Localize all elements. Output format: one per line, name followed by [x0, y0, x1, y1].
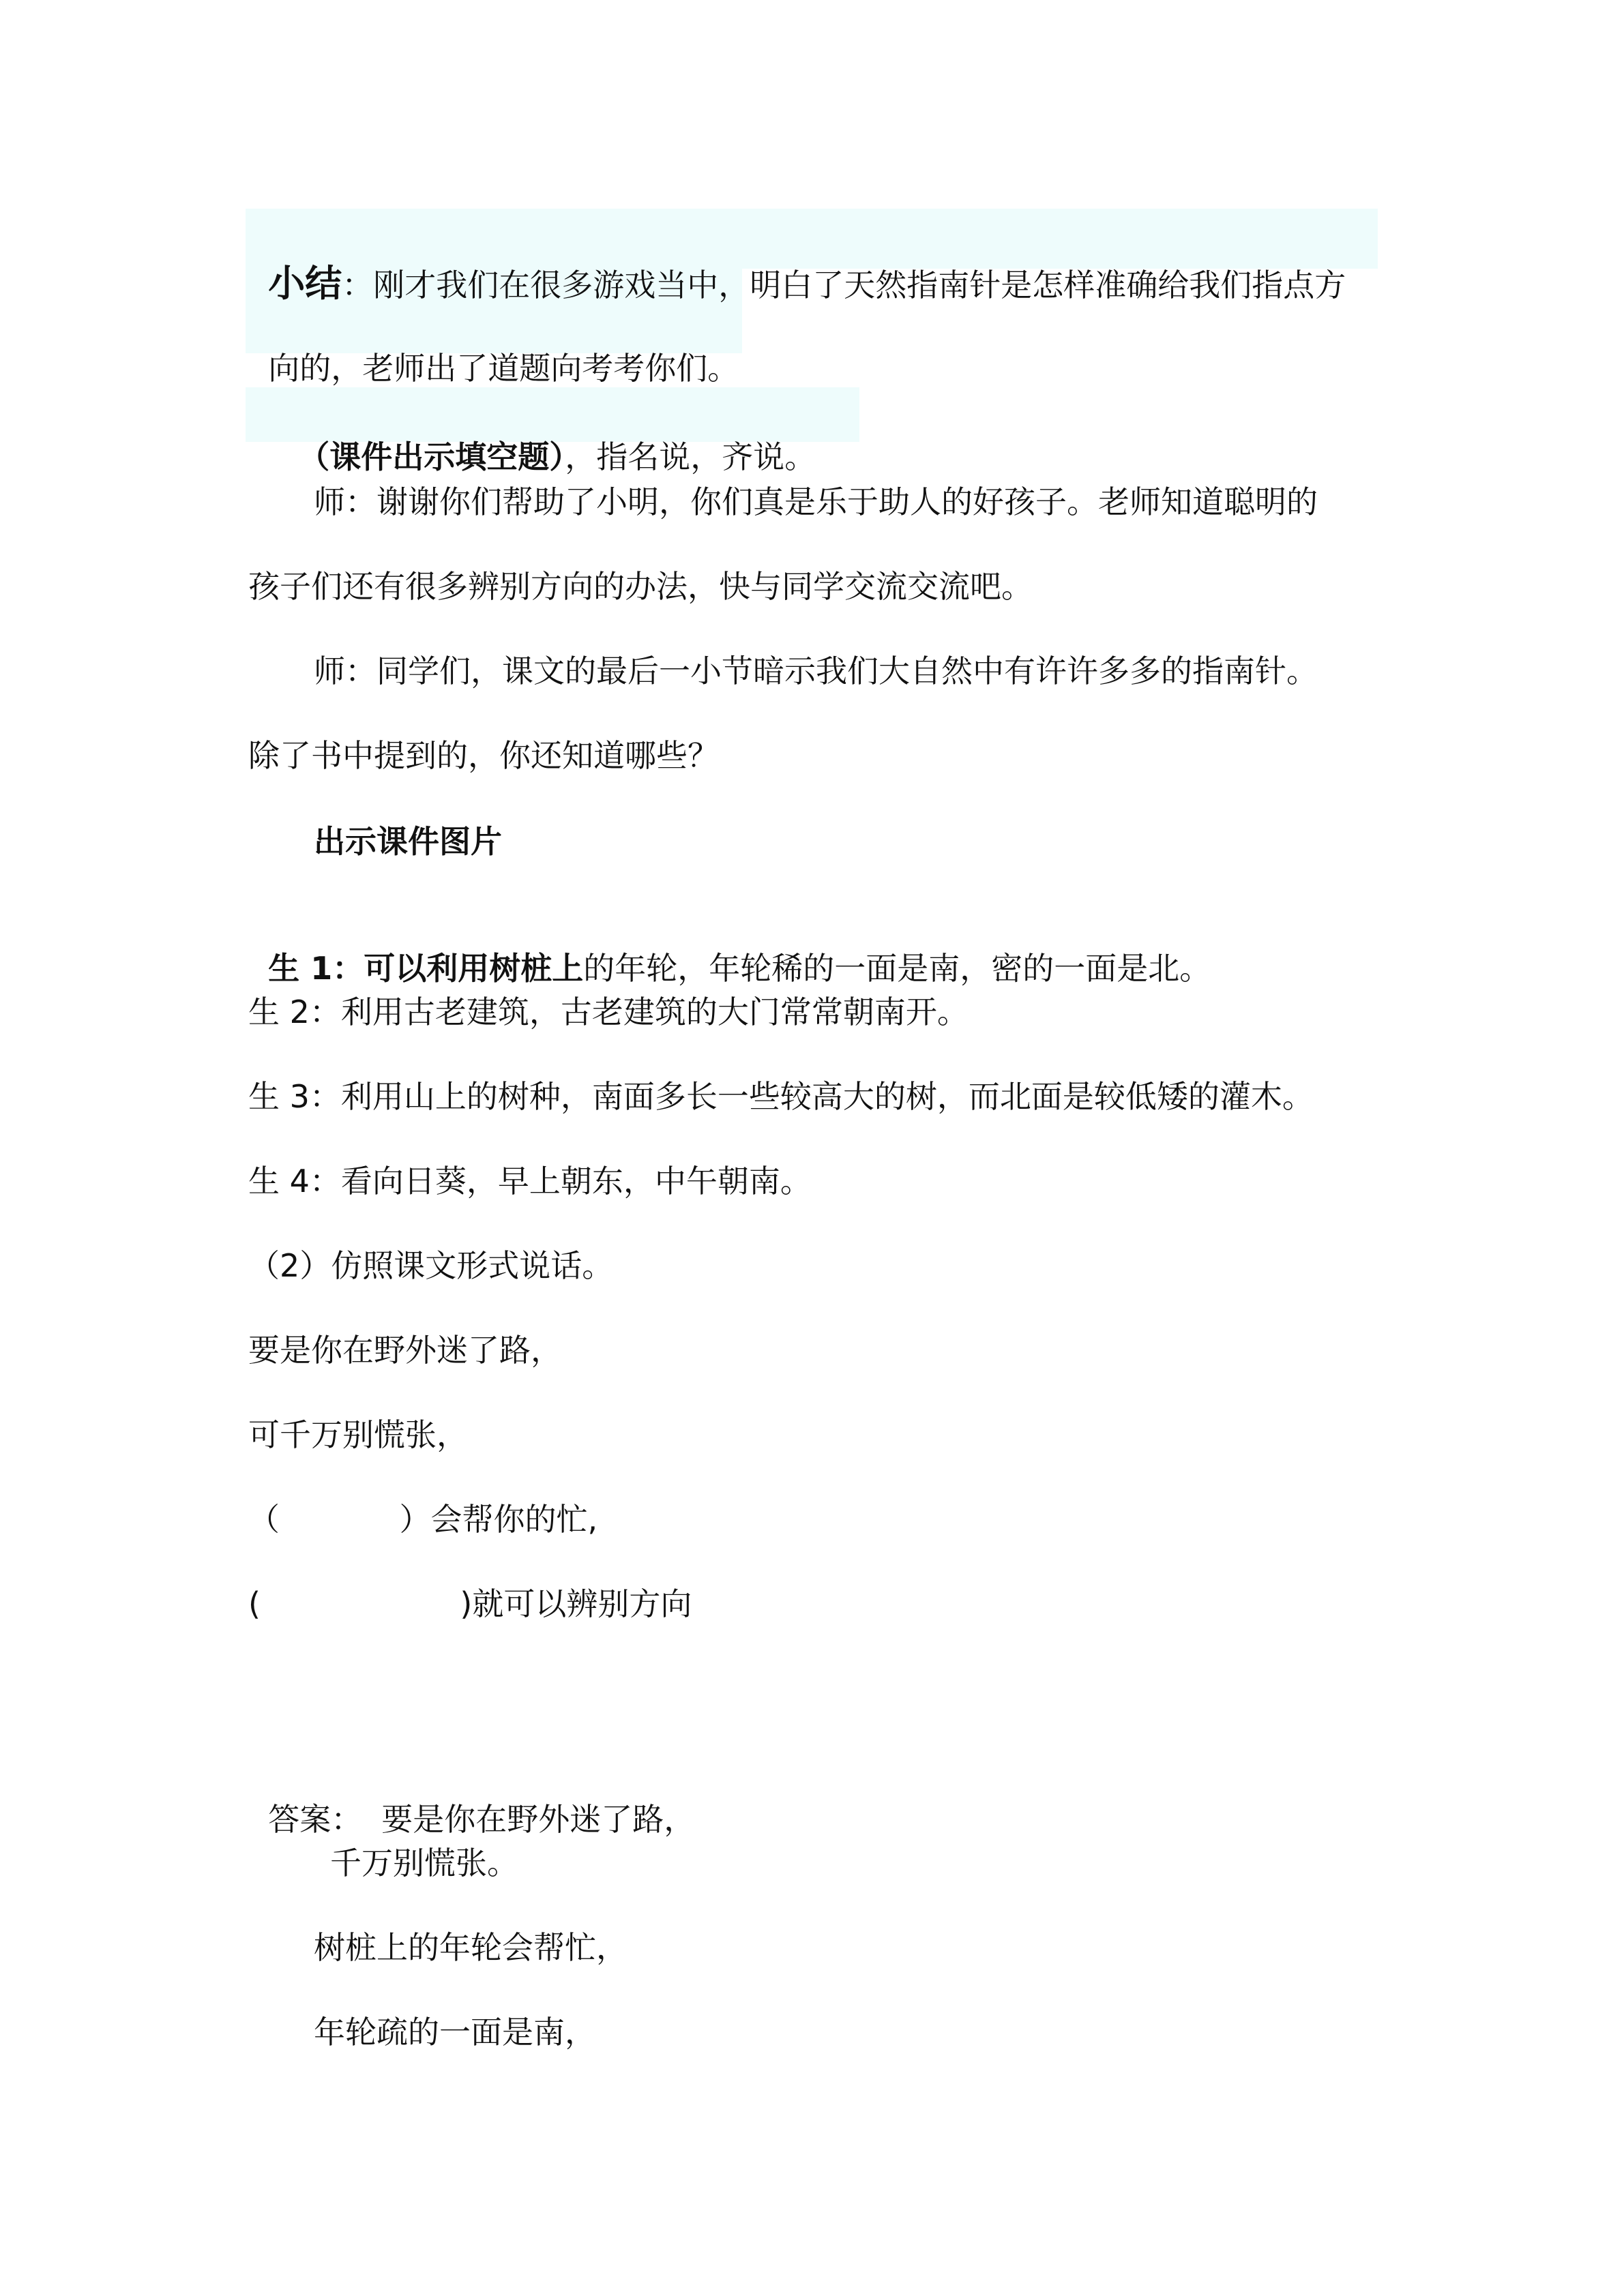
courseware-rest: ，指名说，齐说。 [565, 438, 816, 475]
teacher1-line-1: 师：谢谢你们帮助了小明，你们真是乐于助人的好孩子。老师知道聪明的 [314, 483, 1318, 520]
exercise-title: （2）仿照课文形式说话。 [248, 1247, 614, 1284]
exercise-line-2: 可千万别慌张， [248, 1416, 468, 1453]
exercise-line-1: 要是你在野外迷了路， [248, 1332, 562, 1369]
answer-line-3: 树桩上的年轮会帮忙， [314, 1929, 628, 1966]
teacher2-line-2: 除了书中提到的，你还知道哪些？ [248, 737, 719, 774]
student-line-4: 生 4：看向日葵，早上朝东，中午朝南。 [248, 1163, 812, 1199]
teacher2-line-1: 师：同学们，课文的最后一小节暗示我们大自然中有许许多多的指南针。 [314, 653, 1318, 689]
answer-line-2: 千万别慌张。 [330, 1845, 518, 1881]
student-1-bold: 生 1：可以利用树桩上 [268, 950, 584, 987]
show-picture-heading: 出示课件图片 [314, 823, 502, 860]
student-line-3: 生 3：利用山上的树种，南面多长一些较高大的树，而北面是较低矮的灌木。 [248, 1078, 1314, 1115]
answer-label: 答案： [268, 1801, 363, 1838]
student-line-1 [248, 907, 1211, 989]
summary-text-1: ：刚才我们在很多游戏当中，明白了天然指南针是怎样准确给我们指点方 [342, 267, 1346, 303]
summary-line-2 [248, 307, 739, 389]
courseware-line [278, 396, 816, 477]
answer-text-1: 要是你在野外迷了路， [381, 1801, 696, 1838]
summary-text-2: 向的，老师出了道题向考考你们。 [268, 350, 739, 387]
student-line-2: 生 2：利用古老建筑，古老建筑的大门常常朝南开。 [248, 994, 969, 1030]
courseware-bold: （课件出示填空题） [298, 438, 565, 475]
exercise-line-4: ( )就可以辨别方向 [248, 1585, 692, 1622]
student-1-text: 的年轮，年轮稀的一面是南，密的一面是北。 [583, 950, 1211, 987]
exercise-line-3: （ ）会帮你的忙, [248, 1501, 598, 1538]
summary-label: 小结 [268, 262, 342, 305]
teacher1-line-2: 孩子们还有很多辨别方向的办法，快与同学交流交流吧。 [248, 568, 1033, 605]
answer-line-4: 年轮疏的一面是南， [314, 2014, 596, 2051]
summary-line-1 [248, 222, 1346, 305]
answer-line-1 [248, 1758, 695, 1840]
